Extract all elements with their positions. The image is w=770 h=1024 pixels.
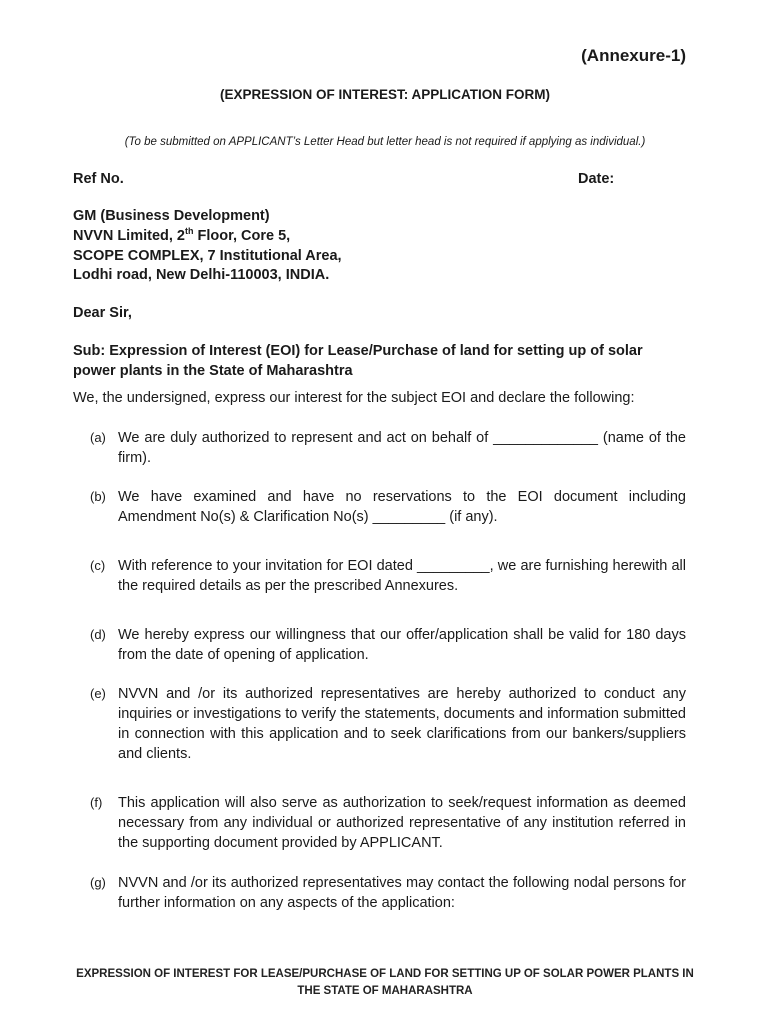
declaration-item [90,684,686,764]
form-title: (EXPRESSION OF INTEREST: APPLICATION FORM) [219,87,550,102]
subject-line: Sub: Expression of Interest (EOI) for Lease/Purchase of land for setting up of solar power plants in the State of Maharashtra [73,343,643,379]
address-line-2-pre: NVVN Limited, 2 [73,227,185,244]
item-text: We have examined and have no reservations to the EOI document including Amendment No(s) & Clarification No(s) _________ (if any). [118,489,686,525]
page-footer [0,966,770,1000]
address-line-3: SCOPE COMPLEX, 7 Institutional Area, [73,247,342,264]
footer-line-2: THE STATE OF MAHARASHTRA [297,985,473,997]
item-text: NVVN and /or its authorized representatives are hereby authorized to conduct any inquiries or investigations to verify the statements, documents and information submitted in connection with this application and to seek clarifications from our bankers/suppliers and clients. [118,686,686,762]
ref-no-label: Ref No. [73,171,124,187]
item-marker: (a) [90,430,106,445]
item-marker: (d) [90,627,106,642]
declaration-item [90,625,686,665]
item-text: NVVN and /or its authorized representatives may contact the following nodal persons for further information on any aspects of the application: [118,875,686,911]
address-line-2-sup: th [185,225,194,236]
address-line-1: GM (Business Development) [73,208,270,224]
declaration-item [90,793,686,853]
salutation: Dear Sir, [73,305,132,321]
item-text: With reference to your invitation for EOI dated _________, we are furnishing herewith all the required details as per the prescribed Annexures. [118,558,686,594]
footer-line-1: EXPRESSION OF INTEREST FOR LEASE/PURCHASE OF LAND FOR SETTING UP OF SOLAR POWER PLANTS IN [76,968,694,980]
declaration-item [90,556,686,596]
item-marker: (e) [90,686,106,701]
annexure-label: (Annexure-1) [581,46,686,65]
intro-text: We, the undersigned, express our interest for the subject EOI and declare the following: [73,390,635,406]
date-label: Date: [578,171,615,187]
address-line-2 [73,227,342,247]
declaration-item [90,873,686,913]
address-line-4: Lodhi road, New Delhi-110003, INDIA. [73,267,330,284]
item-text: This application will also serve as authorization to seek/request information as deemed necessary from any individual or authorized representative of any institution referred in the supporting document provided by APPLICANT. [118,795,686,851]
item-marker: (f) [90,795,103,810]
item-marker: (b) [90,489,106,504]
item-marker: (c) [90,558,106,573]
recipient-address [73,207,342,286]
item-text: We are duly authorized to represent and act on behalf of _____________ (name of the firm). [118,430,686,466]
submission-note: (To be submitted on APPLICANT’s Letter Head but letter head is not required if applying as individual.) [124,136,646,148]
item-text: We hereby express our willingness that our offer/application shall be valid for 180 days from the date of opening of application. [118,627,686,663]
address-line-2-post: Floor, Core 5, [193,227,291,244]
declaration-item [90,428,686,468]
item-marker: (g) [90,875,106,890]
declaration-item [90,487,686,527]
